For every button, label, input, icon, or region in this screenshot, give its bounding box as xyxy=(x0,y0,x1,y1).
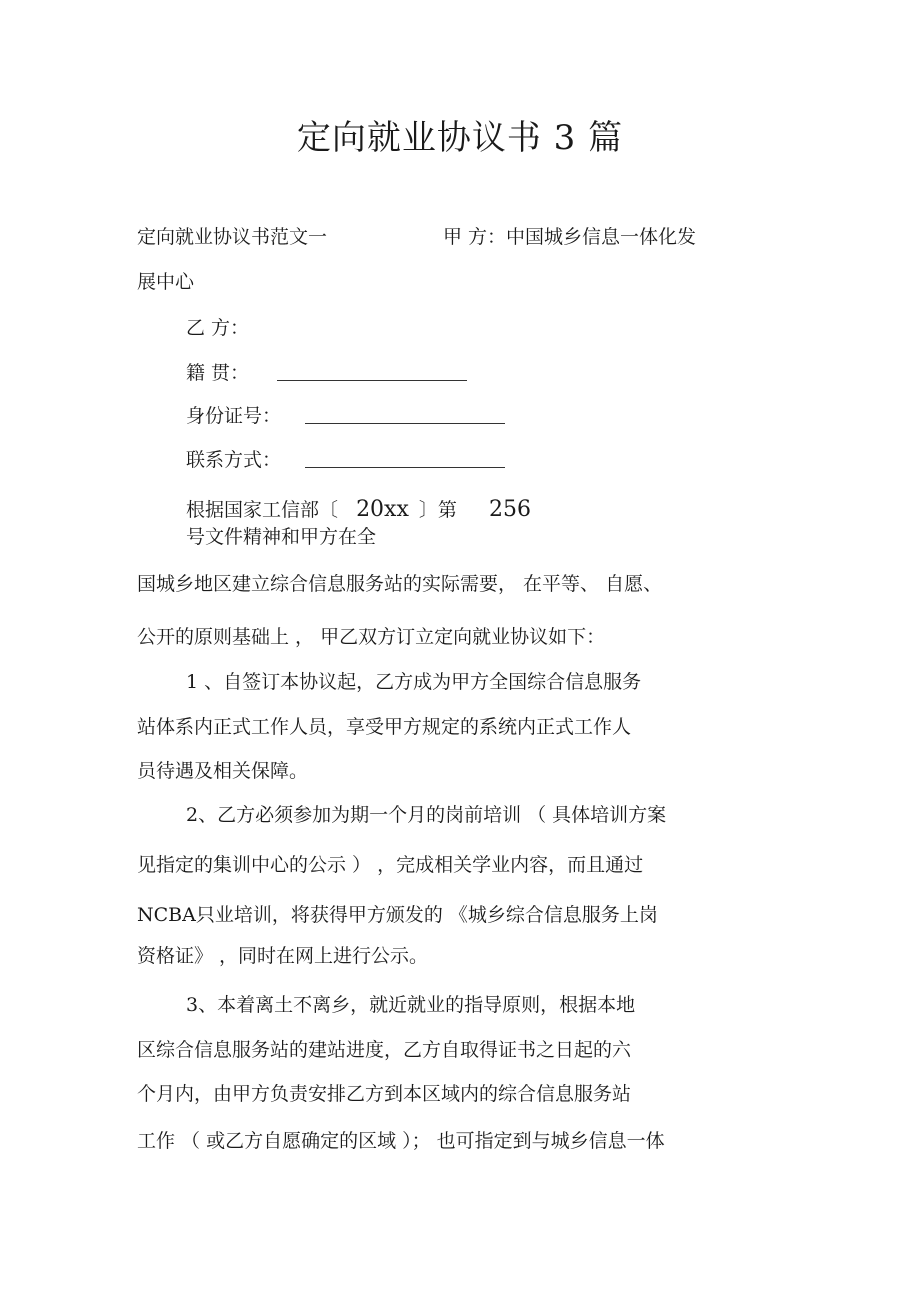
clause2-line2: 见指定的集训中心的公示 ） ，完成相关学业内容，而且通过 xyxy=(137,854,644,876)
native-place-blank[interactable] xyxy=(277,366,467,381)
native-place-label: 籍 贯： xyxy=(186,362,250,384)
contact-blank[interactable] xyxy=(305,453,505,468)
clause1-line2: 站体系内正式工作人员，享受甲方规定的系统内正式工作人 xyxy=(137,716,632,738)
contact-label: 联系方式： xyxy=(186,449,282,471)
basis-mid: 〕第 xyxy=(418,499,457,521)
basis-line2: 号文件精神和甲方在全 xyxy=(186,526,377,548)
clause2-line1: 2、乙方必须参加为期一个月的岗前培训 （ 具体培训方案 xyxy=(186,804,667,826)
clause3-line4: 工作 （ 或乙方自愿确定的区域 ）； 也可指定到与城乡信息一体 xyxy=(137,1130,665,1152)
clause3-line1: 3、本着离土不离乡，就近就业的指导原则，根据本地 xyxy=(186,994,636,1016)
party-b-label: 乙 方： xyxy=(186,317,250,339)
sample-heading: 定向就业协议书范文一 xyxy=(137,226,328,248)
party-a-name-part2: 展中心 xyxy=(137,271,195,293)
clause3-line3: 个月内，由甲方负责安排乙方到本区域内的综合信息服务站 xyxy=(137,1083,632,1105)
id-number-label: 身份证号： xyxy=(186,405,282,427)
clause1-line1: 1 、自签订本协议起，乙方成为甲方全国综合信息服务 xyxy=(186,671,642,693)
clause2-line3: NCBA只业培训，将获得甲方颁发的 《城乡综合信息服务上岗 xyxy=(137,904,658,926)
basis-year: 20xx xyxy=(356,497,409,522)
party-a-line xyxy=(443,225,696,249)
basis-prefix: 根据国家工信部〔 xyxy=(186,499,339,521)
basis-number: 256 xyxy=(488,497,531,522)
document-title: 定向就业协议书 3 篇 xyxy=(296,118,624,158)
basis-line4: 公开的原则基础上 ， 甲乙双方订立定向就业协议如下： xyxy=(137,626,606,648)
basis-line3: 国城乡地区建立综合信息服务站的实际需要， 在平等、 自愿、 xyxy=(137,573,663,595)
id-number-blank[interactable] xyxy=(305,409,505,424)
clause2-line4: 资格证》 ，同时在网上进行公示。 xyxy=(137,945,429,967)
basis-line1 xyxy=(186,498,531,522)
party-a-name-part1: 中国城乡信息一体化发 xyxy=(506,226,697,248)
party-a-label: 甲 方： xyxy=(443,226,507,248)
clause3-line2: 区综合信息服务站的建站进度，乙方自取得证书之日起的六 xyxy=(137,1039,632,1061)
clause1-line3: 员待遇及相关保障。 xyxy=(137,760,309,782)
